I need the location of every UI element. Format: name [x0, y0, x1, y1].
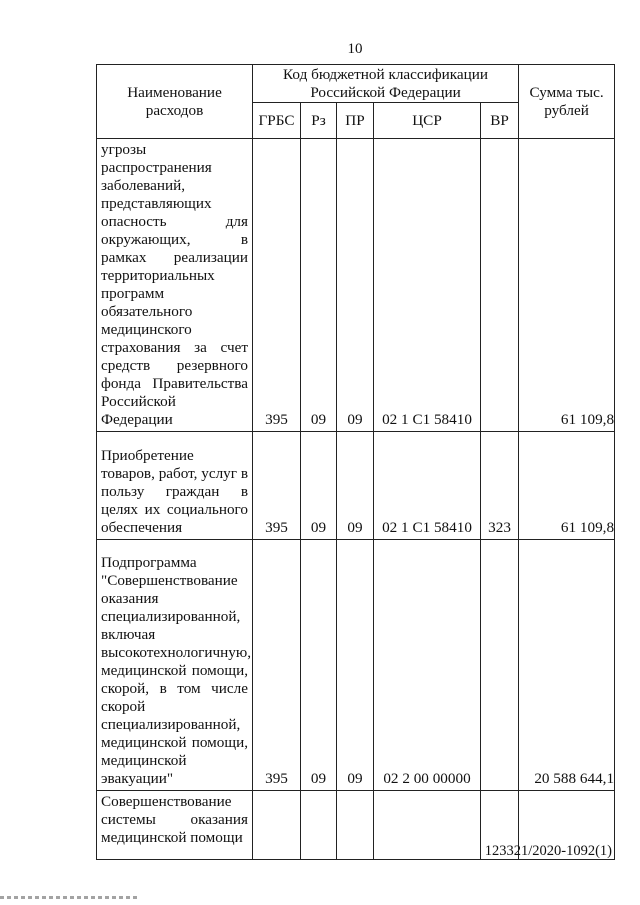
- row-csr: 02 1 С1 58410: [374, 432, 481, 540]
- header-pr: ПР: [337, 103, 374, 139]
- row-name: Подпрограмма "Совершенствование оказания специализированной, включая высокотехнологичную, медицинской помощи, скорой, в том числе скорой специализированной, медицинской помощи, медицинской эвакуации": [97, 540, 253, 791]
- header-code-group: Код бюджетной классификации Российской Федерации: [253, 65, 519, 103]
- row-name: Приобретение товаров, работ, услуг в пользу граждан в целях их социального обеспечения: [97, 432, 253, 540]
- row-sum: 61 109,8: [519, 432, 615, 540]
- row-csr: 02 2 00 00000: [374, 540, 481, 791]
- table-row: [97, 139, 615, 432]
- header-name: Наименование расходов: [97, 65, 253, 139]
- row-grbs: 395: [253, 432, 301, 540]
- row-pr: [337, 791, 374, 860]
- row-grbs: 395: [253, 540, 301, 791]
- row-grbs: [253, 791, 301, 860]
- row-sum: 61 109,8: [519, 139, 615, 432]
- header-grbs: ГРБС: [253, 103, 301, 139]
- row-vr: [481, 139, 519, 432]
- header-rz: Рз: [301, 103, 337, 139]
- row-pr: 09: [337, 540, 374, 791]
- row-csr: [374, 791, 481, 860]
- budget-table: [96, 64, 615, 860]
- row-rz: 09: [301, 540, 337, 791]
- table-row: [97, 540, 615, 791]
- row-name: Совершенствование системы оказания медицинской помощи: [97, 791, 253, 860]
- row-name: угрозы распространения заболеваний, представляющих опасность для окружающих, в рамках реализации территориальных программ обязательного медицинского страхования за счет средств резервного фонда Правительства Российской Федерации: [97, 139, 253, 432]
- row-rz: [301, 791, 337, 860]
- header-row-top: [97, 65, 615, 103]
- row-grbs: 395: [253, 139, 301, 432]
- scan-edge-mark: [0, 896, 140, 899]
- row-pr: 09: [337, 139, 374, 432]
- row-rz: 09: [301, 432, 337, 540]
- row-csr: 02 1 С1 58410: [374, 139, 481, 432]
- row-sum: 20 588 644,1: [519, 540, 615, 791]
- page-number: 10: [347, 41, 363, 57]
- header-vr: ВР: [481, 103, 519, 139]
- document-code: 123321/2020-1092(1): [484, 843, 612, 859]
- header-csr: ЦСР: [374, 103, 481, 139]
- header-sum: Сумма тыс. рублей: [519, 65, 615, 139]
- row-pr: 09: [337, 432, 374, 540]
- row-vr: [481, 540, 519, 791]
- row-vr: 323: [481, 432, 519, 540]
- row-rz: 09: [301, 139, 337, 432]
- table-row: [97, 432, 615, 540]
